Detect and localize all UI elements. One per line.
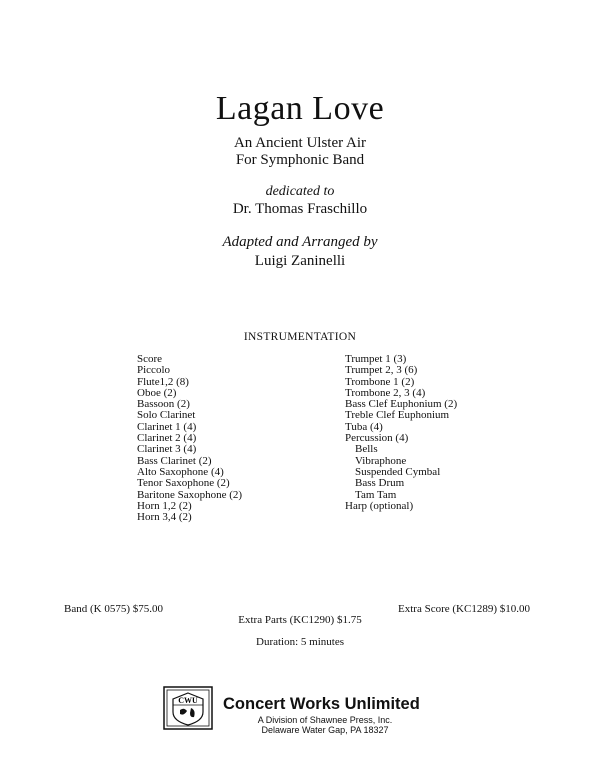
instrument-entry: Solo Clarinet	[137, 409, 196, 422]
instrument-entry: Suspended Cymbal	[355, 465, 441, 478]
instrumentation-list-left	[137, 354, 242, 523]
instrument-entry: Vibraphone	[355, 454, 407, 467]
instrument-entry: Bass Clarinet (2)	[137, 454, 212, 467]
publisher-division: A Division of Shawnee Press, Inc.	[257, 715, 393, 725]
instrument-entry: Trumpet 1 (3)	[345, 353, 407, 365]
instrument-entry: Alto Saxophone (4)	[137, 465, 224, 478]
instrumentation-heading: INSTRUMENTATION	[243, 331, 357, 343]
extra-score-price: Extra Score (KC1289) $10.00	[398, 603, 530, 615]
instrument-entry: Tenor Saxophone (2)	[137, 477, 230, 490]
instrument-entry: Harp (optional)	[345, 499, 414, 512]
instrument-entry: Bassoon (2)	[137, 398, 190, 411]
instrument-entry: Bass Clef Euphonium (2)	[345, 398, 458, 411]
instrument-entry: Bass Drum	[355, 477, 405, 490]
instrument-entry: Horn 1,2 (2)	[137, 499, 192, 512]
extra-parts-price: Extra Parts (KC1290) $1.75	[238, 614, 362, 626]
instrument-entry: Baritone Saxophone (2)	[137, 488, 243, 501]
publisher-address: Delaware Water Gap, PA 18327	[261, 725, 389, 735]
arranger-name: Luigi Zaninelli	[254, 253, 346, 269]
instrument-entry: Tam Tam	[355, 488, 397, 501]
instrument-entry: Tuba (4)	[345, 420, 383, 433]
instrument-entry: Clarinet 1 (4)	[137, 420, 197, 433]
instrument-entry: Bells	[355, 443, 378, 456]
instrument-entry: Trombone 1 (2)	[345, 375, 415, 388]
instrument-entry: Clarinet 3 (4)	[137, 443, 197, 456]
instrument-entry: Score	[137, 353, 163, 365]
duration: Duration: 5 minutes	[256, 636, 344, 648]
piece-title: Lagan Love	[215, 90, 385, 127]
instrument-entry: Flute1,2 (8)	[137, 375, 189, 388]
instrument-entry: Horn 3,4 (2)	[137, 511, 192, 524]
instrument-entry: Trombone 2, 3 (4)	[345, 386, 426, 399]
instrument-entry: Piccolo	[137, 364, 170, 377]
instrumentation-list-right	[345, 354, 457, 512]
band-price: Band (K 0575) $75.00	[64, 603, 163, 615]
instrument-entry: Treble Clef Euphonium	[345, 409, 450, 422]
instrument-entry: Trumpet 2, 3 (6)	[345, 364, 418, 377]
dedication-label: dedicated to	[265, 184, 335, 199]
instrument-entry: Percussion (4)	[345, 432, 409, 445]
instrument-entry: Oboe (2)	[137, 386, 177, 399]
publisher-name: Concert Works Unlimited	[223, 695, 420, 713]
subtitle-line-1: An Ancient Ulster Air	[233, 135, 367, 151]
logo-letters: CWU	[178, 696, 198, 705]
dedicatee-name: Dr. Thomas Fraschillo	[232, 201, 368, 217]
subtitle-line-2: For Symphonic Band	[235, 152, 365, 168]
arranger-label: Adapted and Arranged by	[222, 234, 378, 250]
instrument-entry: Clarinet 2 (4)	[137, 432, 197, 445]
